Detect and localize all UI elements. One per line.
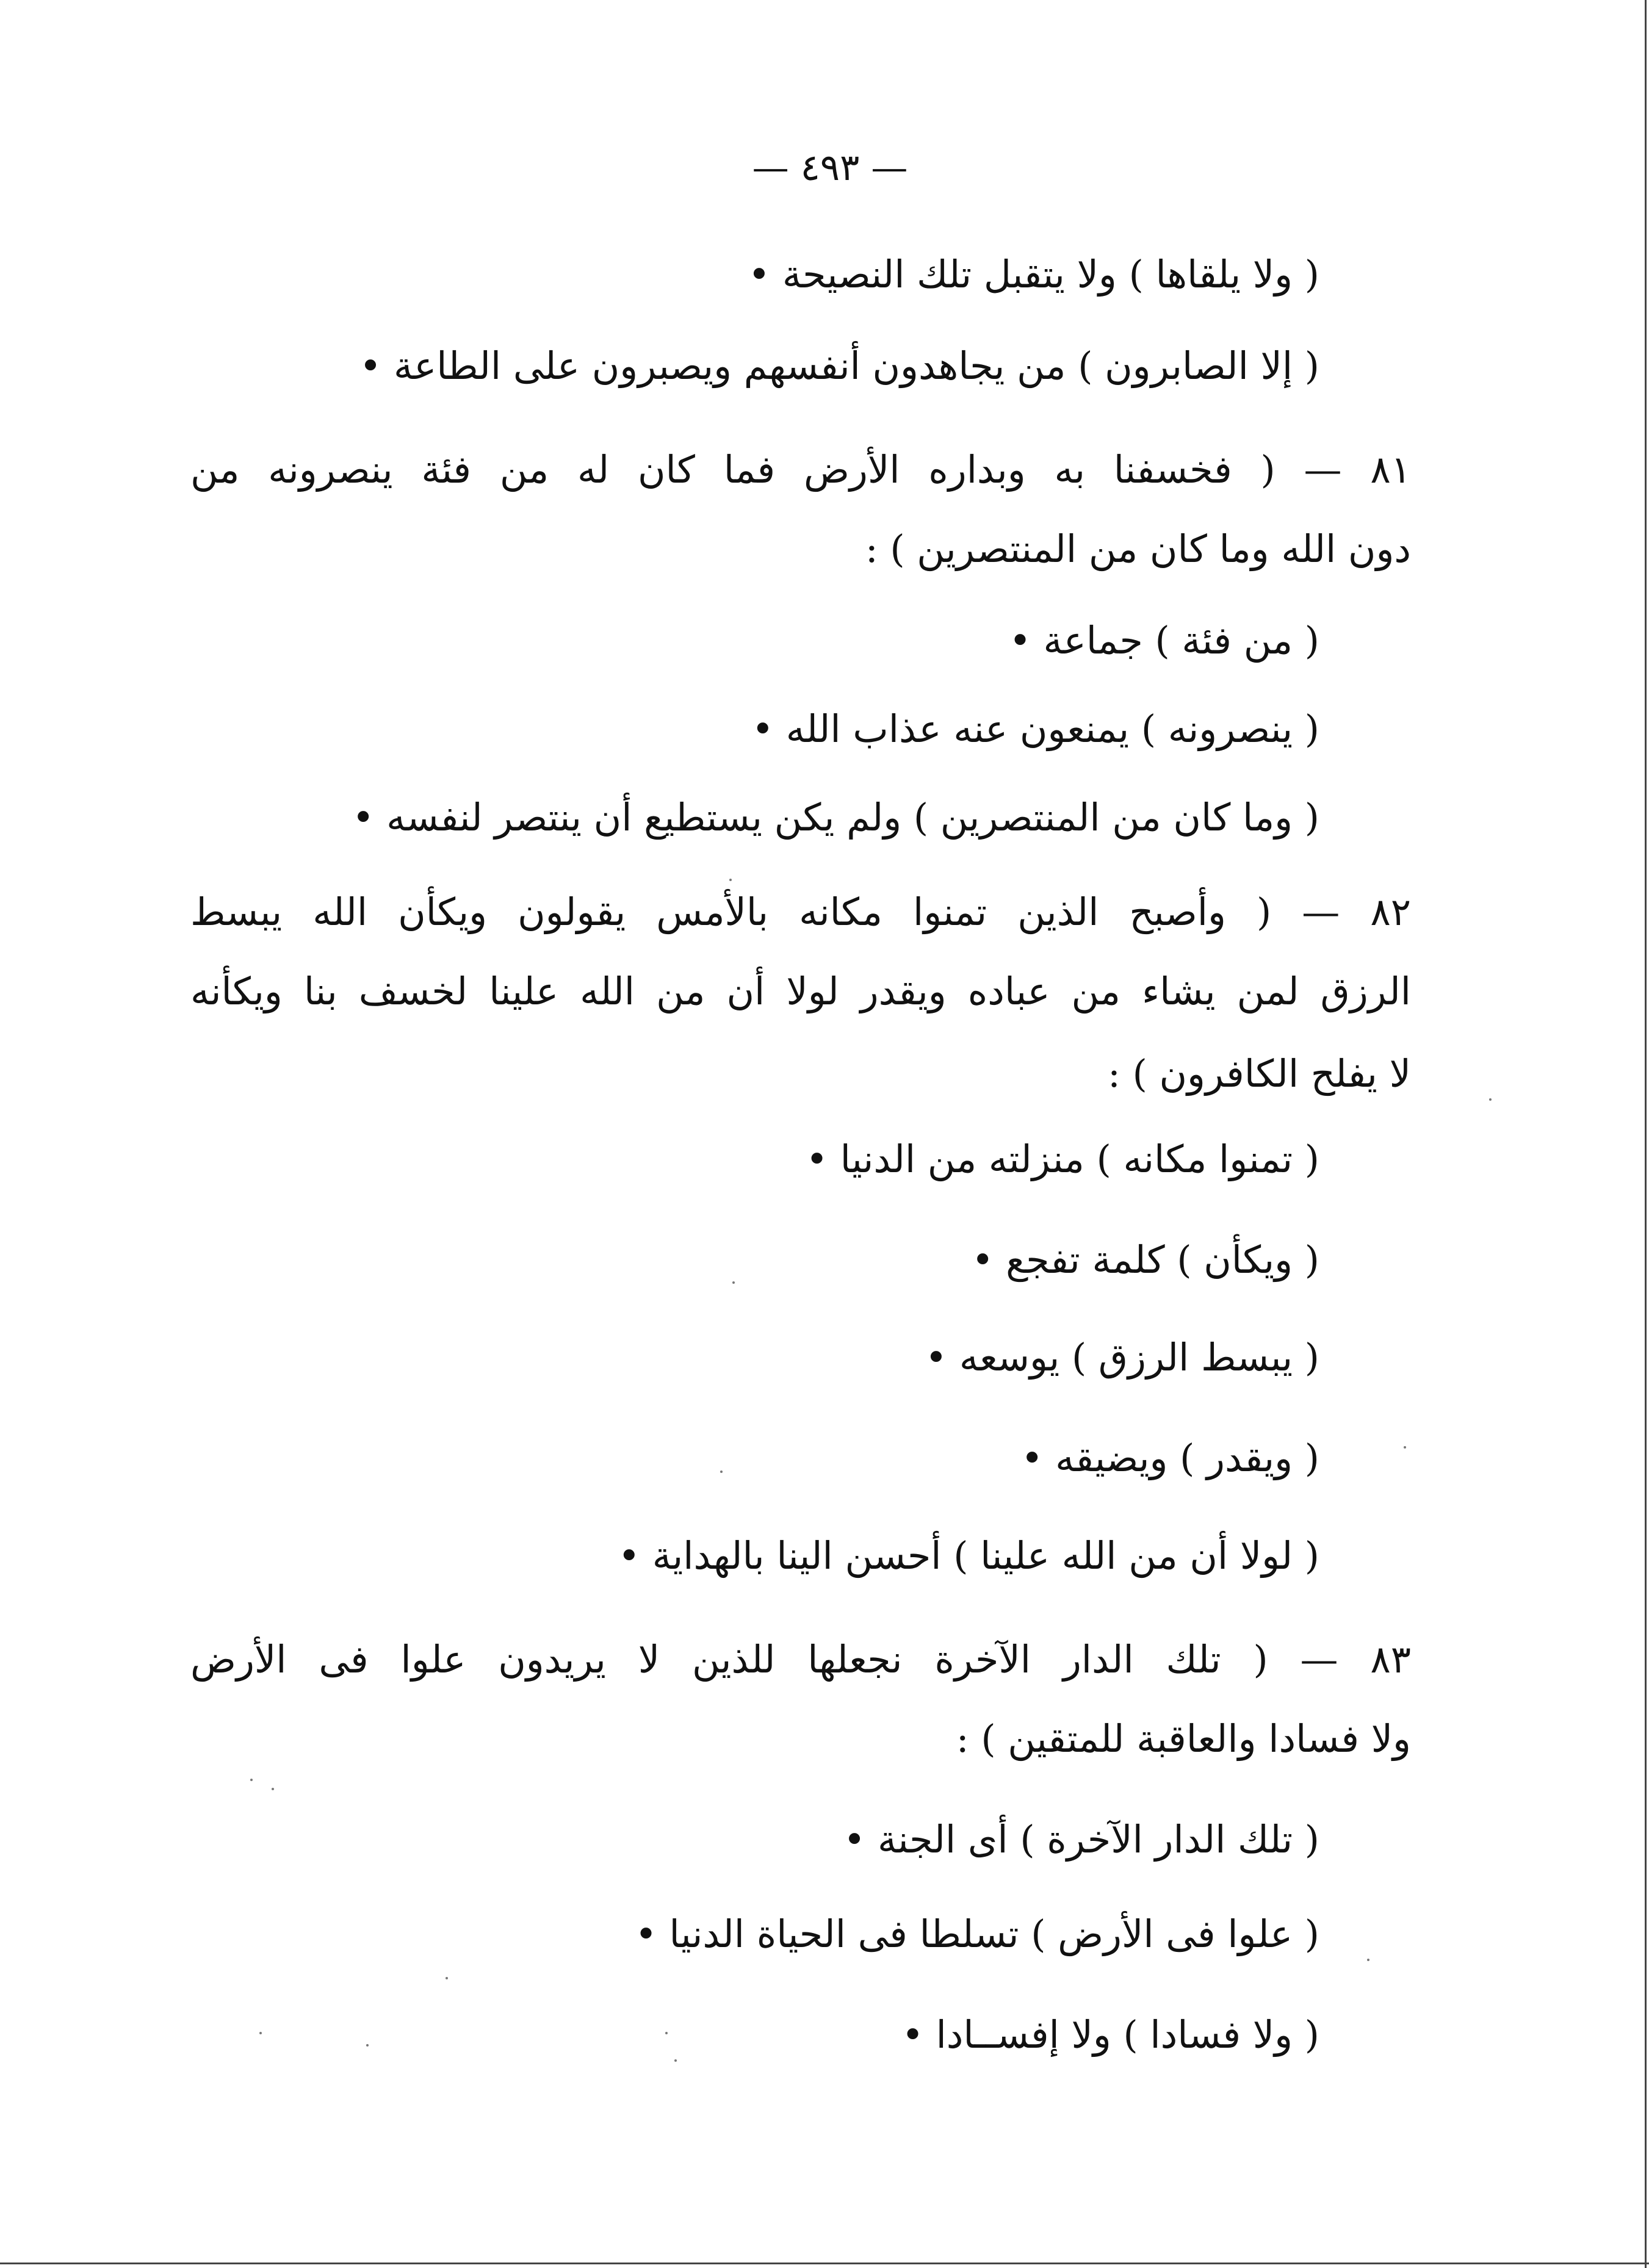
scan-speck [732, 1281, 735, 1284]
text-line: ( ولا يلقاها ) ولا يتقبل تلك النصيحة • [748, 252, 1319, 297]
scan-speck [446, 1977, 448, 1979]
page-edge-right [1645, 0, 1647, 2268]
text-line: ( ولا فسادا ) ولا إفســادا • [901, 2012, 1319, 2057]
text-line: ( ينصرونه ) يمنعون عنه عذاب الله • [751, 707, 1319, 751]
verse-line: لا يفلح الكافرون ) : [1108, 1051, 1411, 1096]
text-line: ( تلك الدار الآخرة ) أى الجنة • [843, 1817, 1319, 1862]
text-line: ( تمنوا مكانه ) منزلته من الدنيا • [806, 1137, 1319, 1181]
verse-line: ٨١ — ( فخسفنا به وبداره الأرض فما كان له من فئة ينصرونه من [190, 447, 1411, 492]
text-line: ( ويقدر ) ويضيقه • [1020, 1436, 1319, 1480]
verse-line: الرزق لمن يشاء من عباده ويقدر لولا أن من الله علينا لخسف بنا ويكأنه [190, 969, 1411, 1013]
text-line: ( من فئة ) جماعة • [1009, 618, 1319, 663]
scan-speck [720, 1471, 723, 1473]
verse-line: ٨٢ — ( وأصبح الذين تمنوا مكانه بالأمس يقولون ويكأن الله يبسط [190, 890, 1411, 934]
text-line: ( علوا فى الأرض ) تسلطا فى الحياة الدنيا • [635, 1912, 1319, 1956]
scan-speck [1404, 1446, 1406, 1449]
page-edge-bottom [0, 2263, 1649, 2264]
verse-line: دون الله وما كان من المنتصرين ) : [865, 527, 1411, 571]
text-line: ( إلا الصابرون ) من يجاهدون أنفسهم ويصبرون على الطاعة • [359, 344, 1319, 388]
scan-speck [674, 2059, 677, 2062]
text-line: ( يبسط الرزق ) يوسعه • [925, 1335, 1319, 1380]
scan-speck [665, 2032, 668, 2034]
page-number: — ٤٩٣ — [752, 146, 908, 189]
scan-speck [1367, 1959, 1369, 1961]
scan-speck [1489, 1098, 1492, 1101]
verse-line: ٨٣ — ( تلك الدار الآخرة نجعلها للذين لا يريدون علوا فى الأرض [190, 1637, 1411, 1682]
scan-speck [259, 2032, 262, 2034]
text-line: ( لولا أن من الله علينا ) أحسن الينا بالهداية • [618, 1533, 1319, 1578]
verse-line: ولا فسادا والعاقبة للمتقين ) : [956, 1716, 1411, 1761]
text-line: ( ويكأن ) كلمة تفجع • [971, 1237, 1319, 1282]
scan-speck [729, 879, 732, 881]
scan-speck [250, 1779, 253, 1781]
text-line: ( وما كان من المنتصرين ) ولم يكن يستطيع أن ينتصر لنفسه • [352, 795, 1319, 840]
scan-speck [272, 1788, 274, 1790]
scan-speck [366, 2044, 369, 2047]
